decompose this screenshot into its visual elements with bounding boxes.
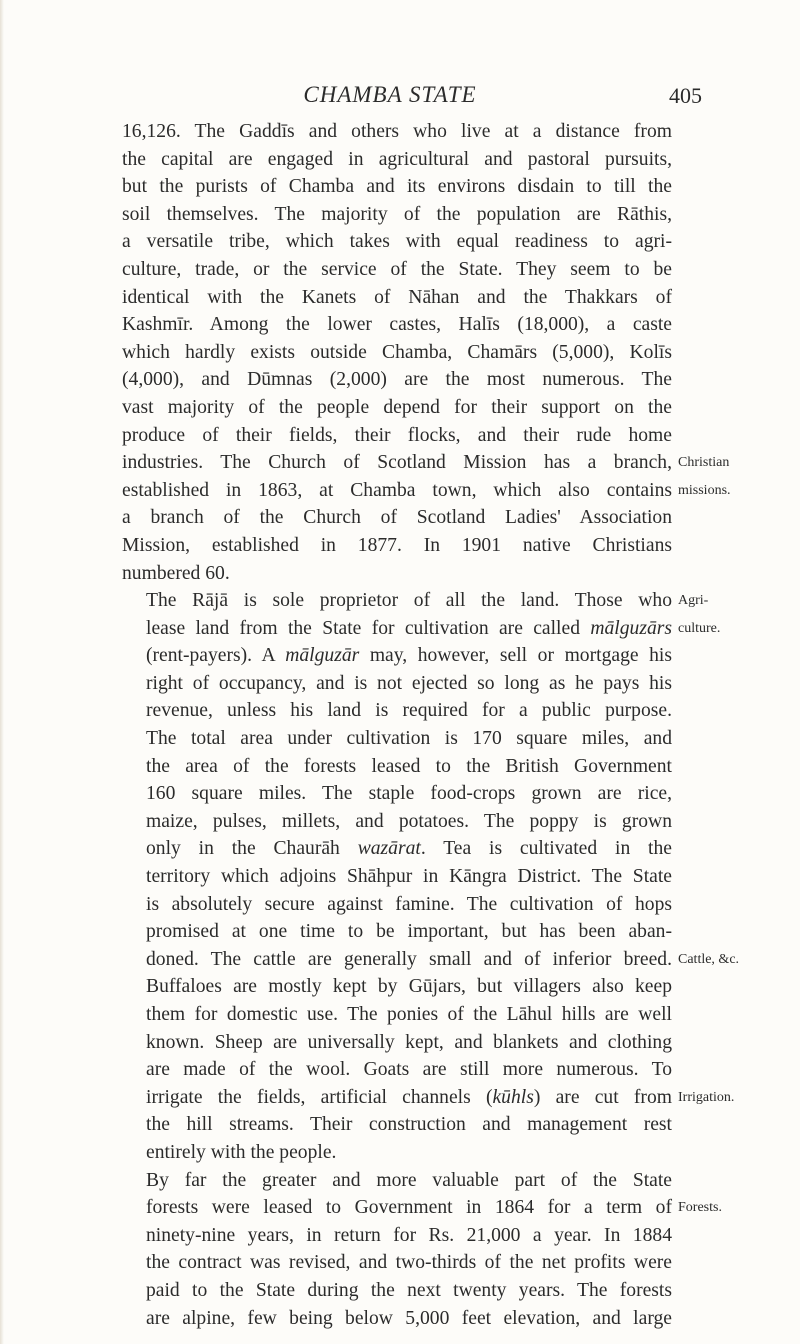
text-line: maize, pulses, millets, and potatoes. The poppy is grown [146,810,672,832]
text-line: is absolutely secure against famine. The cultivation of hops [146,893,672,915]
text-line: Mission, established in 1877. In 1901 native Christians [122,534,672,556]
body-text [122,118,672,1332]
margin-note-culture: culture. [678,621,721,636]
margin-note-forests: Forests. [678,1200,722,1215]
text-line: The Rājā is sole proprietor of all the land. Those who [146,590,672,612]
text-line: (rent-payers). A mālguzār may, however, sell or mortgage his [146,645,672,667]
text-line: ninety-nine years, in return for Rs. 21,000 a year. In 1884 [146,1224,672,1246]
page-number: 405 [669,83,702,108]
margin-note-agri: Agri- [678,593,709,608]
text-line: right of occupancy, and is not ejected so long as he pays his [146,672,672,694]
text-line: industries. The Church of Scotland Mission has a branch, [122,452,672,474]
text-line: numbered 60. [122,562,230,584]
paragraph-forests [122,1167,672,1333]
text-line: By far the greater and more valuable part of the State [146,1169,672,1191]
text-line: but the purists of Chamba and its environs disdain to till the [122,176,672,198]
text-line: forests were leased to Government in 1864 for a term of [146,1197,672,1219]
paragraph-agriculture [122,587,672,1166]
text-line: (4,000), and Dūmnas (2,000) are the most numerous. The [122,369,672,391]
text-line: lease land from the State for cultivation are called mālguzārs [146,617,672,639]
text-line: Kashmīr. Among the lower castes, Halīs (18,000), a caste [122,314,672,336]
text-line: culture, trade, or the service of the State. They seem to be [122,258,672,280]
text-line: territory which adjoins Shāhpur in Kāngra District. The State [146,866,672,888]
text-line: Buffaloes are mostly kept by Gūjars, but villagers also keep [146,976,672,998]
text-line: the capital are engaged in agricultural and pastoral pursuits, [122,148,672,170]
text-line: are made of the wool. Goats are still more numerous. To [146,1059,672,1081]
text-line: produce of their fields, their flocks, and their rude home [122,424,672,446]
text-line: doned. The cattle are generally small and of inferior breed. [146,948,672,970]
text-line: a versatile tribe, which takes with equal readiness to agri- [122,231,672,253]
text-line: paid to the State during the next twenty years. The forests [146,1279,672,1301]
text-line: the hill streams. Their construction and management rest [146,1114,672,1136]
text-line: known. Sheep are universally kept, and blankets and clothing [146,1031,672,1053]
running-title: CHAMBA STATE [303,82,477,107]
text-line: 16,126. The Gaddīs and others who live at a distance from [122,121,672,142]
text-line: promised at one time to be important, but has been aban- [146,921,672,943]
text-line: are alpine, few being below 5,000 feet elevation, and large [146,1307,672,1329]
text-line: irrigate the fields, artificial channels (kūhls) are cut from [146,1086,672,1108]
text-line: The total area under cultivation is 170 square miles, and [146,728,672,750]
margin-note-christian: Christian [678,455,730,470]
text-line: them for domestic use. The ponies of the Lāhul hills are well [146,1004,672,1025]
text-line: soil themselves. The majority of the population are Rāthis, [122,203,672,225]
text-line: 160 square miles. The staple food-crops grown are rice, [146,783,672,805]
text-line: only in the Chaurāh wazārat. Tea is cultivated in the [146,838,672,860]
text-line: identical with the Kanets of Nāhan and the Thakkars of [122,286,672,308]
paragraph-population [122,118,672,587]
text-line: a branch of the Church of Scotland Ladies' Association [122,507,672,529]
page-header [150,82,702,122]
margin-note-cattle: Cattle, &c. [678,952,740,967]
page-edge-shadow [0,0,4,1344]
text-line: revenue, unless his land is required for a public purpose. [146,700,672,722]
text-line: established in 1863, at Chamba town, which also contains [122,479,672,501]
margin-note-irrigation: Irrigation. [678,1090,735,1105]
text-line: entirely with the people. [146,1141,337,1163]
text-line: vast majority of the people depend for their support on the [122,396,672,418]
text-line: the contract was revised, and two-thirds of the net profits were [146,1252,672,1274]
text-line: which hardly exists outside Chamba, Chamārs (5,000), Kolīs [122,341,672,363]
text-line: the area of the forests leased to the British Government [146,755,672,777]
margin-note-missions: missions. [678,483,731,498]
